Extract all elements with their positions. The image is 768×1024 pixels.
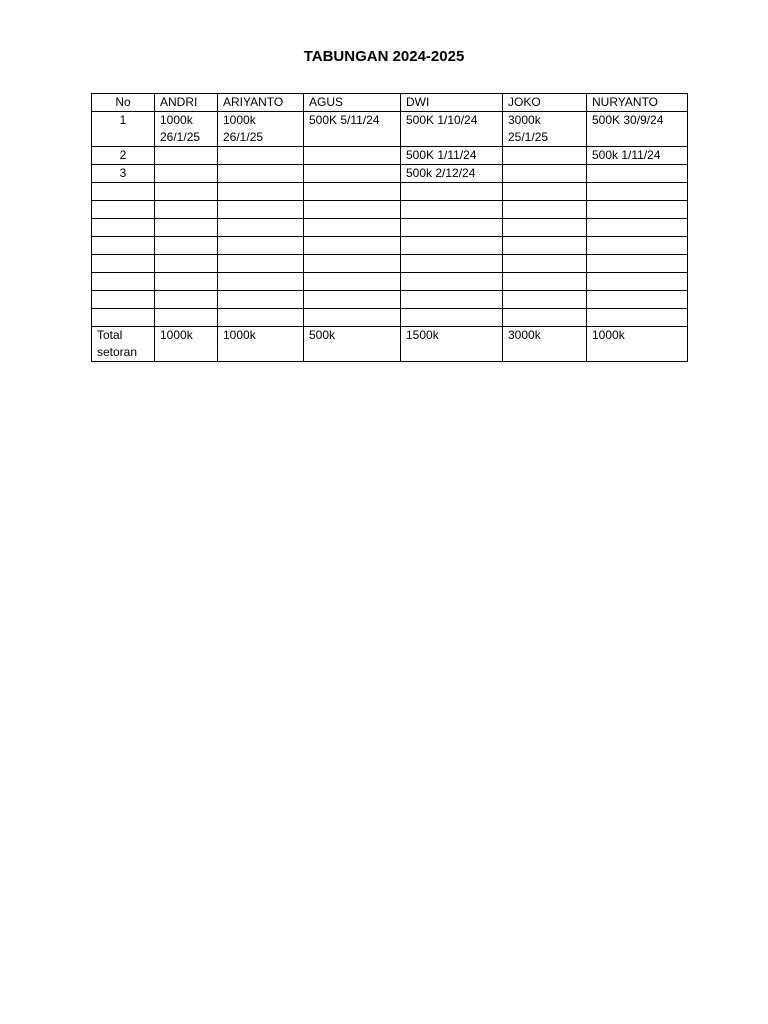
cell-ariyanto: 1000k 26/1/25 (218, 112, 304, 147)
cell-no (92, 309, 155, 327)
cell-andri (155, 219, 218, 237)
cell-nuryanto: 1000k (587, 327, 688, 362)
cell-agus (304, 237, 401, 255)
cell-joko (503, 219, 587, 237)
cell-nuryanto (587, 273, 688, 291)
cell-no (92, 237, 155, 255)
header-andri: ANDRI (155, 94, 218, 112)
cell-dwi (401, 201, 503, 219)
cell-no (92, 255, 155, 273)
cell-agus (304, 273, 401, 291)
cell-agus (304, 309, 401, 327)
cell-dwi (401, 237, 503, 255)
cell-dwi (401, 309, 503, 327)
cell-no: 2 (92, 147, 155, 165)
table-header-row (92, 94, 688, 112)
table-row (92, 183, 688, 201)
cell-nuryanto (587, 201, 688, 219)
cell-joko (503, 147, 587, 165)
cell-ariyanto (218, 291, 304, 309)
table-row (92, 165, 688, 183)
header-joko: JOKO (503, 94, 587, 112)
cell-dwi: 500K 1/10/24 (401, 112, 503, 147)
cell-andri (155, 237, 218, 255)
header-no: No (92, 94, 155, 112)
cell-ariyanto (218, 147, 304, 165)
cell-joko (503, 291, 587, 309)
cell-joko (503, 309, 587, 327)
table-row (92, 291, 688, 309)
cell-dwi (401, 183, 503, 201)
cell-dwi: 500K 1/11/24 (401, 147, 503, 165)
table-body (92, 112, 688, 362)
cell-ariyanto (218, 237, 304, 255)
cell-no (92, 291, 155, 309)
cell-andri (155, 147, 218, 165)
cell-ariyanto (218, 273, 304, 291)
cell-nuryanto (587, 291, 688, 309)
cell-dwi (401, 255, 503, 273)
cell-andri (155, 273, 218, 291)
cell-dwi (401, 291, 503, 309)
cell-andri (155, 165, 218, 183)
cell-no (92, 183, 155, 201)
header-dwi: DWI (401, 94, 503, 112)
cell-joko (503, 273, 587, 291)
cell-ariyanto (218, 255, 304, 273)
table-row (92, 147, 688, 165)
cell-joko (503, 165, 587, 183)
cell-joko: 3000k 25/1/25 (503, 112, 587, 147)
cell-ariyanto (218, 201, 304, 219)
cell-agus (304, 219, 401, 237)
table-row (92, 273, 688, 291)
cell-agus (304, 165, 401, 183)
cell-nuryanto (587, 219, 688, 237)
cell-no (92, 201, 155, 219)
cell-agus: 500K 5/11/24 (304, 112, 401, 147)
table-row (92, 201, 688, 219)
cell-andri: 1000k (155, 327, 218, 362)
cell-no (92, 219, 155, 237)
cell-dwi (401, 219, 503, 237)
cell-agus (304, 147, 401, 165)
cell-no: 3 (92, 165, 155, 183)
cell-andri: 1000k 26/1/25 (155, 112, 218, 147)
table-row (92, 237, 688, 255)
cell-andri (155, 255, 218, 273)
cell-andri (155, 201, 218, 219)
savings-table (91, 93, 688, 362)
header-ariyanto: ARIYANTO (218, 94, 304, 112)
cell-ariyanto: 1000k (218, 327, 304, 362)
cell-nuryanto (587, 165, 688, 183)
cell-nuryanto: 500K 30/9/24 (587, 112, 688, 147)
header-agus: AGUS (304, 94, 401, 112)
cell-dwi (401, 273, 503, 291)
cell-no (92, 273, 155, 291)
cell-dwi: 500k 2/12/24 (401, 165, 503, 183)
cell-andri (155, 309, 218, 327)
cell-agus (304, 255, 401, 273)
cell-nuryanto (587, 183, 688, 201)
cell-ariyanto (218, 309, 304, 327)
cell-agus (304, 291, 401, 309)
cell-no: 1 (92, 112, 155, 147)
cell-joko (503, 183, 587, 201)
cell-agus (304, 201, 401, 219)
cell-nuryanto (587, 237, 688, 255)
table-row (92, 255, 688, 273)
cell-agus: 500k (304, 327, 401, 362)
cell-andri (155, 183, 218, 201)
cell-no: Total setoran (92, 327, 155, 362)
cell-nuryanto: 500k 1/11/24 (587, 147, 688, 165)
cell-joko: 3000k (503, 327, 587, 362)
cell-dwi: 1500k (401, 327, 503, 362)
table-row (92, 112, 688, 147)
cell-andri (155, 291, 218, 309)
cell-ariyanto (218, 183, 304, 201)
cell-joko (503, 237, 587, 255)
cell-nuryanto (587, 255, 688, 273)
cell-ariyanto (218, 219, 304, 237)
cell-agus (304, 183, 401, 201)
table-row (92, 219, 688, 237)
header-nuryanto: NURYANTO (587, 94, 688, 112)
cell-nuryanto (587, 309, 688, 327)
cell-ariyanto (218, 165, 304, 183)
page-title: TABUNGAN 2024-2025 (303, 48, 465, 65)
cell-joko (503, 201, 587, 219)
total-row (92, 327, 688, 362)
table-row (92, 309, 688, 327)
cell-joko (503, 255, 587, 273)
